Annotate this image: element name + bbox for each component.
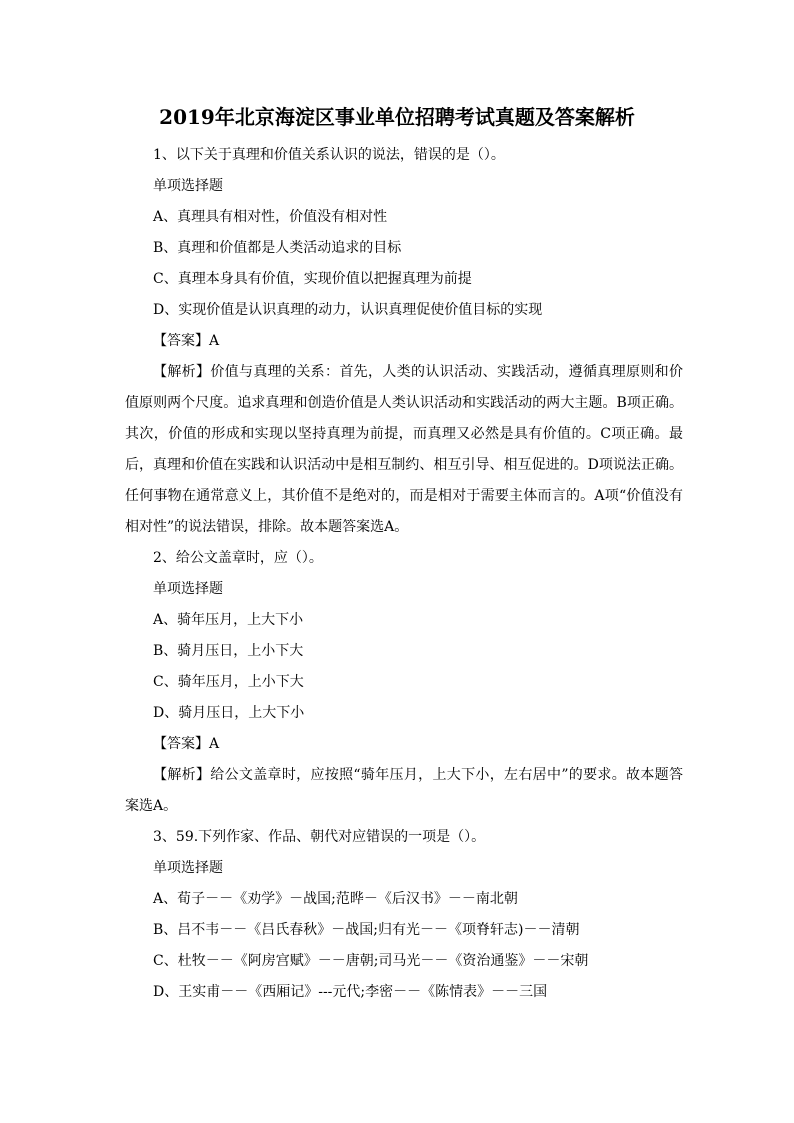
question-3-option-b: B、吕不韦－－《吕氏春秋》－战国;归有光－－《项脊轩志)－－清朝 (153, 922, 580, 938)
question-2-type: 单项选择题 (153, 581, 223, 597)
question-2-option-b: B、骑月压日，上小下大 (153, 643, 304, 659)
question-3-type: 单项选择题 (153, 860, 223, 876)
question-2-analysis: 【解析】给公文盖章时，应按照“骑年压月，上大下小，左右居中”的要求。故本题答案选A。 (125, 767, 683, 814)
question-1-option-b: B、真理和价值都是人类活动追求的目标 (153, 240, 402, 256)
document-body (125, 140, 683, 1008)
question-3-option-a: A、荀子－－《劝学》－战国;范晔－《后汉书》－－南北朝 (153, 891, 518, 907)
question-1-option-d: D、实现价值是认识真理的动力，认识真理促使价值目标的实现 (153, 302, 543, 318)
question-2-answer: 【答案】A (153, 736, 220, 752)
question-3-option-c: C、杜牧－－《阿房宫赋》－－唐朝;司马光－－《资治通鉴》－－宋朝 (153, 953, 589, 969)
question-2-option-d: D、骑月压日，上大下小 (153, 705, 305, 721)
question-1-type: 单项选择题 (153, 178, 223, 194)
question-3-option-d: D、王实甫－－《西厢记》---元代;李密－－《陈情表》－－三国 (153, 984, 548, 1000)
question-2-stem: 2、给公文盖章时，应（）。 (153, 550, 323, 566)
page-title: 2019年北京海淀区事业单位招聘考试真题及答案解析 (159, 105, 635, 129)
question-1-answer: 【答案】A (153, 333, 220, 349)
question-2-option-a: A、骑年压月，上大下小 (153, 612, 304, 628)
question-3-stem: 3、59.下列作家、作品、朝代对应错误的一项是（）。 (153, 829, 486, 845)
question-2-option-c: C、骑年压月，上小下大 (153, 674, 304, 690)
question-1-analysis: 【解析】价值与真理的关系：首先，人类的认识活动、实践活动，遵循真理原则和价值原则两个尺度。追求真理和创造价值是人类认识活动和实践活动的两大主题。B项正确。其次，价值的形成和实现以坚持真理为前提，而真理又必然是具有价值的。C项正确。最后，真理和价值在实践和认识活动中是相互制约、相互引导、相互促进的。D项说法正确。任何事物在通常意义上，其价值不是绝对的，而是相对于需要主体而言的。A项“价值没有相对性”的说法错误，排除。故本题答案选A。 (125, 364, 683, 535)
question-1-stem: 1、以下关于真理和价值关系认识的说法，错误的是（）。 (153, 147, 505, 163)
question-1-option-c: C、真理本身具有价值，实现价值以把握真理为前提 (153, 271, 472, 287)
question-1-option-a: A、真理具有相对性，价值没有相对性 (153, 209, 388, 225)
